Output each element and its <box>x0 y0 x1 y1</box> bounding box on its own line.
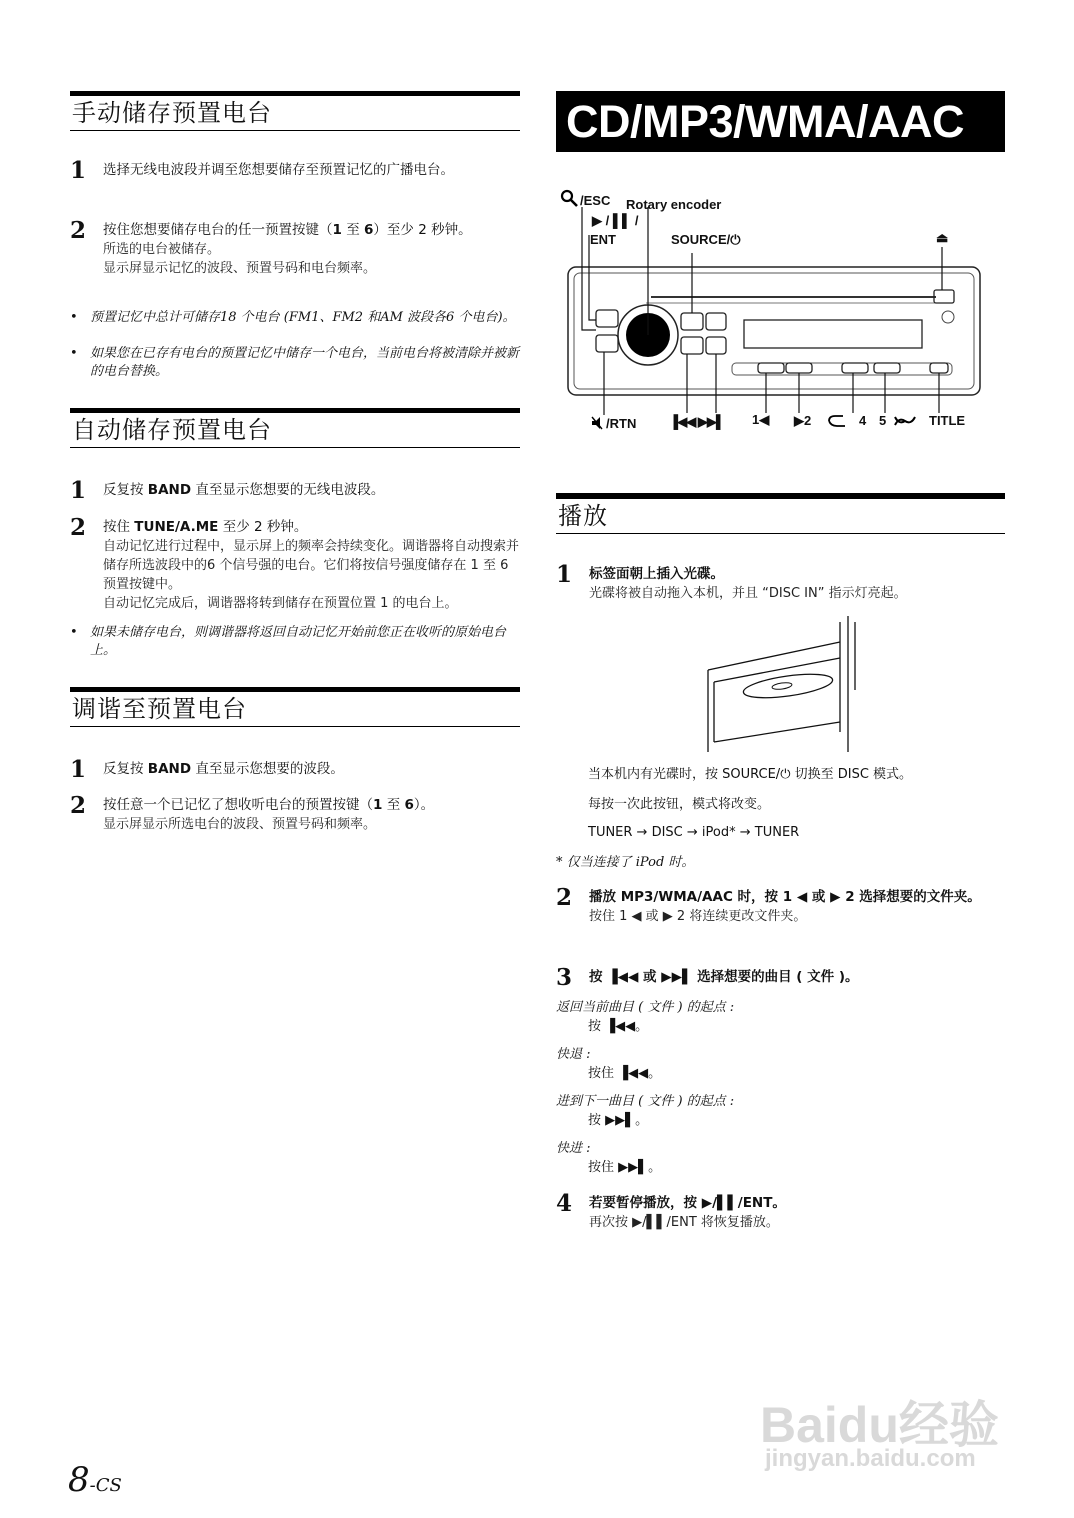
disc-insert-drawing <box>700 612 870 757</box>
preset-1-label: 1◀ <box>752 412 770 427</box>
watermark-brand: Baidu经验 <box>760 1397 999 1453</box>
step-1: 1 反复按 BAND 直至显示您想要的无线电波段。 <box>70 477 385 504</box>
mode-banner: CD/MP3/WMA/AAC <box>556 91 1005 152</box>
mode-change-text: 每按一次此按钮，模式将改变。 <box>588 797 771 812</box>
preset-4-label: 4 <box>859 413 867 428</box>
fast-forward-text: 按住 ▶▶▌。 <box>588 1160 662 1175</box>
step-2: 2 播放 MP3/WMA/AAC 时，按 1 ◀ 或 ▶ 2 选择想要的文件夹。 按住 1 ◀ 或 ▶ 2 将连续更改文件夹。 <box>556 884 981 924</box>
rewind-text: 按住 ▐◀◀。 <box>588 1066 662 1081</box>
device-diagram <box>556 185 1005 445</box>
section-title: 自动储存预置电台 <box>70 408 520 448</box>
rtn-label: /RTN <box>606 416 637 431</box>
step-3: 3 按 ▐◀◀ 或 ▶▶▌ 选择想要的曲目 ( 文件 )。 <box>556 964 859 991</box>
mode-cycle-text: TUNER → DISC → iPod* → TUNER <box>588 825 800 840</box>
restart-track-text: 按 ▐◀◀。 <box>588 1019 649 1034</box>
title-label: TITLE <box>929 413 966 428</box>
section-tune-preset <box>70 687 520 832</box>
next-track-text: 按 ▶▶▌。 <box>588 1113 649 1128</box>
watermark-url: jingyan.baidu.com <box>765 1445 976 1472</box>
step-2: 2 按住您想要储存电台的任一预置按键（1 至 6）至少 2 秒钟。 所选的电台被储存。 显示屏显示记忆的波段、预置号码和电台频率。 <box>70 217 472 276</box>
note-1: • 如果未储存电台，则调谐器将返回自动记忆开始前您正在收听的原始电台上。 <box>70 625 507 658</box>
heading-rewind: 快退 : <box>556 1047 591 1062</box>
heading-fast-forward: 快进 : <box>556 1141 591 1156</box>
random-icon <box>895 417 915 425</box>
step-2: 2 按住 TUNE/A.ME 至少 2 秒钟。 自动记忆进行过程中，显示屏上的频率会持续变化。调谐器将自动搜索并储存所选波段中的6 个信号强的电台。它们将按信号强度储存在 1 至 6 预置按键中。 自动记忆完成后，调谐器将转到储存在预置位置 1 的电台上。 <box>70 514 520 611</box>
note-2: • 如果您在已存有电台的预置记忆中储存一个电台，当前电台将被清除并被新的电台替换。 <box>70 346 520 379</box>
step-1: 1 选择无线电波段并调至您想要储存至预置记忆的广播电台。 <box>70 157 454 184</box>
ipod-footnote: * 仅当连接了 iPod 时。 <box>556 855 695 870</box>
heading-restart-track: 返回当前曲目 ( 文件 ) 的起点 : <box>556 1000 735 1015</box>
prev-next-label: ▐◀◀ ▶▶▌ <box>669 414 725 429</box>
section-title: 手动储存预置电台 <box>70 91 520 131</box>
rotary-label: Rotary encoder <box>626 197 722 212</box>
source-disc-text: 当本机内有光碟时，按 SOURCE/⏻ 切换至 DISC 模式。 <box>588 767 913 782</box>
ent-label: ENT <box>590 232 616 247</box>
play-pause-label: ▶ / ▌▌ / <box>592 213 639 228</box>
note-1: • 预置记忆中总计可储存18 个电台 (FM1、FM2 和AM 波段各6 个电台)。 <box>70 310 516 325</box>
section-title: 调谐至预置电台 <box>70 687 520 727</box>
step-1: 1 反复按 BAND 直至显示您想要的波段。 <box>70 756 344 783</box>
section-auto-preset <box>70 408 520 658</box>
heading-next-track: 进到下一曲目 ( 文件 ) 的起点 : <box>556 1094 735 1109</box>
source-label: SOURCE/⏻ <box>671 232 741 247</box>
mute-icon <box>592 417 602 429</box>
step-4: 4 若要暂停播放，按 ▶/▌▌/ENT。 再次按 ▶/▌▌/ENT 将恢复播放。 <box>556 1190 786 1230</box>
eject-icon: ⏏ <box>936 230 949 245</box>
preset-5-label: 5 <box>879 413 887 428</box>
esc-label: /ESC <box>580 193 611 208</box>
step-1: 1 标签面朝上插入光碟。 光碟将被自动拖入本机，并且 “DISC IN” 指示灯亮起。 <box>556 561 907 601</box>
preset-2-label: ▶2 <box>794 413 812 428</box>
step-2: 2 按任意一个已记忆了想收听电台的预置按键（1 至 6）。 显示屏显示所选电台的波段、预置号码和频率。 <box>70 792 435 832</box>
section-manual-preset <box>70 91 520 379</box>
search-icon <box>562 191 577 206</box>
section-play <box>556 493 1005 601</box>
repeat-icon <box>829 416 845 426</box>
section-title: 播放 <box>556 493 1005 534</box>
page-number: 8-CS <box>68 1460 122 1500</box>
